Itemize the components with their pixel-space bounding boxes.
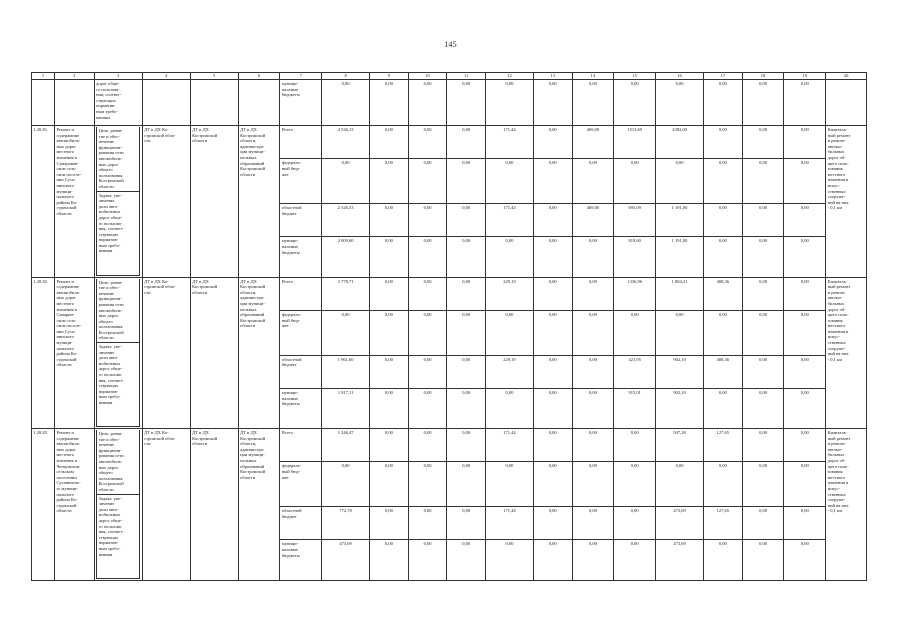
amount-cell: 0,00	[408, 507, 447, 540]
amount-cell: 0,00	[408, 540, 447, 580]
amount-cell: 0,00	[533, 310, 572, 355]
funding-source: областной бюджет	[280, 355, 322, 388]
funding-source: муници- пальные бюджеты	[280, 540, 322, 580]
column-number: 12	[485, 73, 533, 80]
funding-source: муници- пальные бюджеты	[280, 237, 322, 277]
amount-cell: 902,10	[656, 355, 704, 388]
amount-cell: 1 246,47	[322, 429, 370, 462]
amount-cell: 0,00	[614, 310, 656, 355]
program-table	[31, 72, 867, 581]
column-number: 18	[742, 73, 784, 80]
amount-cell: 0,00	[614, 540, 656, 580]
amount-cell: 0,00	[485, 237, 533, 277]
amount-cell: 0,00	[533, 126, 572, 159]
amount-cell: 0,00	[742, 159, 784, 204]
amount-cell: 0,00	[408, 277, 447, 310]
amount-cell: 0,00	[784, 540, 826, 580]
amount-cell: 1513,69	[614, 126, 656, 159]
activity-name: Ремонт и содержание автомобиль- ных дорог местного значения в Санарин- ском сель- ском поселе- нии Суса- нинского муници- пального района Ко- стромской области	[54, 277, 94, 429]
amount-cell: 0,00	[742, 507, 784, 540]
amount-cell: 0,00	[408, 203, 447, 236]
funding-source: Всего	[280, 429, 322, 462]
goal-text: Цель: разви- тие и обес- печение функциони- рования сети автомобиль- ных дорог общего пользования Костромской области	[97, 127, 140, 191]
amount-cell: 695,09	[614, 203, 656, 236]
amount-cell: 1 191,00	[656, 237, 704, 277]
amount-cell: 0,00	[784, 80, 826, 126]
amount-cell: 0,00	[572, 237, 614, 277]
expected-result: Капиталь- ный ремонт и ремонт автомо- бильных дорог об- щего поль- зования местного значения и искус- ственных сооруже- ний на них - 0,1 км	[826, 126, 867, 278]
cell-empty	[54, 80, 94, 126]
amount-cell: 0,00	[408, 355, 447, 388]
column-number: 6	[238, 73, 280, 80]
amount-cell: 0,00	[408, 237, 447, 277]
amount-cell: 171,44	[485, 203, 533, 236]
amount-cell: 0,00	[322, 310, 370, 355]
column-number: 3	[94, 73, 142, 80]
amount-cell: 0,00	[742, 126, 784, 159]
column-number: 8	[322, 73, 370, 80]
amount-cell: 229,19	[485, 277, 533, 310]
amount-cell: 0,00	[408, 126, 447, 159]
amount-cell: 0,00	[447, 80, 486, 126]
amount-cell: 0,00	[742, 203, 784, 236]
amount-cell: 0,00	[370, 237, 409, 277]
amount-cell: 0,00	[572, 80, 614, 126]
amount-cell: 0,00	[784, 159, 826, 204]
amount-cell: 0,00	[704, 310, 743, 355]
amount-cell: 0,00	[533, 237, 572, 277]
amount-cell: 0,00	[784, 203, 826, 236]
amount-cell: 902,10	[656, 388, 704, 428]
amount-cell: 0,00	[656, 159, 704, 204]
customer: ДТ и ДХ Ко- стромской обла- сти	[142, 126, 190, 278]
funding-source: федераль- ный бюд- жет	[280, 462, 322, 507]
amount-cell: 0,00	[533, 507, 572, 540]
amount-cell: 0,00	[370, 203, 409, 236]
column-number: 7	[280, 73, 322, 80]
amount-cell: 127,65	[704, 429, 743, 462]
amount-cell: 0,00	[533, 80, 572, 126]
amount-cell: 0,00	[742, 310, 784, 355]
column-number: 17	[704, 73, 743, 80]
amount-cell: 0,00	[742, 80, 784, 126]
amount-cell: 0,00	[447, 159, 486, 204]
amount-cell: 0,00	[447, 507, 486, 540]
amount-cell: 0,00	[370, 462, 409, 507]
amount-cell: 2 009,60	[322, 237, 370, 277]
column-number: 16	[656, 73, 704, 80]
activity-row	[32, 126, 867, 159]
funding-source: Всего	[280, 277, 322, 310]
amount-cell: 0,00	[742, 462, 784, 507]
amount-cell: 0,00	[572, 355, 614, 388]
amount-cell: 0,00	[322, 462, 370, 507]
amount-cell: 0,00	[447, 429, 486, 462]
cell-empty	[142, 80, 190, 126]
amount-cell: 0,00	[784, 277, 826, 310]
expected-result: Капиталь- ный ремонт и ремонт автомо- бильных дорог об- щего поль- зования местного значения и искус- ственных сооруже- ний на них - 0,1 км	[826, 429, 867, 581]
column-number-row	[32, 73, 867, 80]
amount-cell: 0,00	[614, 429, 656, 462]
amount-cell: 0,00	[533, 203, 572, 236]
amount-cell: 0,00	[322, 159, 370, 204]
amount-cell: 0,00	[784, 355, 826, 388]
amount-cell: 0,00	[408, 159, 447, 204]
amount-cell: 915,01	[614, 388, 656, 428]
column-number: 14	[572, 73, 614, 80]
amount-cell: 0,00	[408, 429, 447, 462]
amount-cell: 0,00	[742, 388, 784, 428]
activity-id: 1.28.82.	[32, 277, 55, 429]
task-text: Задача: уве- личение доли авто- мобильных дорог обще- го пользова- ния, соответ- ствующих норматив- ным требо- ваниям	[97, 494, 140, 578]
amount-cell: 0,00	[447, 388, 486, 428]
column-number: 5	[190, 73, 238, 80]
amount-cell: 1 191,00	[656, 203, 704, 236]
amount-cell: 0,00	[572, 507, 614, 540]
cell-empty	[826, 80, 867, 126]
amount-cell: 0,00	[370, 429, 409, 462]
amount-cell: 0,00	[572, 429, 614, 462]
amount-cell: 0,00	[533, 540, 572, 580]
amount-cell: 0,00	[370, 126, 409, 159]
amount-cell: 1 817,11	[322, 388, 370, 428]
amount-cell: 0,00	[572, 310, 614, 355]
amount-cell: 0,00	[742, 429, 784, 462]
coordinator: ДТ и ДХ Костромской области	[190, 429, 238, 581]
amount-cell: 0,00	[533, 355, 572, 388]
amount-cell: 0,00	[704, 388, 743, 428]
customer: ДТ и ДХ Ко- стромской обла- сти	[142, 429, 190, 581]
task-text: Задача: уве- личение доли авто- мобильных дорог обще- го пользова- ния, соответ- ствующих норматив- ным требо- ваниям	[97, 191, 140, 275]
amount-cell: 0,00	[485, 388, 533, 428]
amount-cell: 408,36	[704, 277, 743, 310]
column-number: 19	[784, 73, 826, 80]
goal-task-cell	[94, 126, 142, 278]
amount-cell: 0,00	[408, 388, 447, 428]
amount-cell: 0,00	[370, 277, 409, 310]
goal-task-cell	[94, 277, 142, 429]
amount-cell: 0,00	[485, 159, 533, 204]
amount-cell: 1 961,60	[322, 355, 370, 388]
amount-cell: 469,00	[572, 126, 614, 159]
funding-source: муници- пальные бюджеты	[280, 80, 322, 126]
column-number: 20	[826, 73, 867, 80]
amount-cell: 0,00	[533, 462, 572, 507]
task-text: Задача: уве- личение доли авто- мобильных дорог обще- го пользова- ния, соответ- ствующих норматив- ным требо- ваниям	[97, 343, 140, 427]
amount-cell: 0,00	[704, 126, 743, 159]
amount-cell: 0,00	[408, 462, 447, 507]
amount-cell: 0,00	[704, 159, 743, 204]
amount-cell: 0,00	[370, 80, 409, 126]
amount-cell: 408,36	[704, 355, 743, 388]
goal-text: Цель: разви- тие и обес- печение функциони- рования сети автомобиль- ных дорог общего пользования Костромской области	[97, 430, 140, 494]
amount-cell: 0,00	[370, 507, 409, 540]
amount-cell: 0,00	[447, 277, 486, 310]
amount-cell: 171,44	[485, 126, 533, 159]
amount-cell: 0,00	[572, 388, 614, 428]
amount-cell: 0,00	[656, 80, 704, 126]
amount-cell: 0,00	[447, 237, 486, 277]
column-number: 4	[142, 73, 190, 80]
amount-cell: 0,00	[704, 237, 743, 277]
amount-cell: 1 804,21	[656, 277, 704, 310]
activity-row	[32, 277, 867, 310]
funding-source: федераль- ный бюд- жет	[280, 310, 322, 355]
amount-cell: 0,00	[784, 237, 826, 277]
amount-cell: 2382,00	[656, 126, 704, 159]
activity-row	[32, 429, 867, 462]
amount-cell: 0,00	[704, 203, 743, 236]
amount-cell: 473,69	[656, 507, 704, 540]
amount-cell: 2 526,53	[322, 203, 370, 236]
goal-text: Цель: разви- тие и обес- печение функциони- рования сети автомобиль- ных дорог общего пользования Костромской области	[97, 279, 140, 343]
funding-source: областной бюджет	[280, 203, 322, 236]
amount-cell: 0,00	[656, 462, 704, 507]
amount-cell: 0,00	[614, 462, 656, 507]
amount-cell: 0,00	[742, 355, 784, 388]
amount-cell: 469,00	[572, 203, 614, 236]
amount-cell: 0,00	[614, 80, 656, 126]
column-number: 9	[370, 73, 409, 80]
goal-task-table	[96, 127, 140, 276]
column-number: 2	[54, 73, 94, 80]
goal-task-table	[96, 430, 140, 579]
funding-source: муници- пальные бюджеты	[280, 388, 322, 428]
task-text: дорог обще- го пользова- ния, соответ- ствующих норматив- ным требо- ваниям	[94, 80, 142, 126]
activity-name: Ремонт и содержание автомобиль- ных дорог местного значения в Сумароков- ском сель- ском поселе- нии Суса- нинского муници- пального района Ко- стромской области	[54, 126, 94, 278]
column-number: 1	[32, 73, 55, 80]
amount-cell: 818,60	[614, 237, 656, 277]
funding-source: Всего	[280, 126, 322, 159]
amount-cell: 0,00	[370, 355, 409, 388]
amount-cell: 0,00	[485, 310, 533, 355]
amount-cell: 0,00	[533, 388, 572, 428]
amount-cell: 0,00	[784, 507, 826, 540]
page-number: 145	[444, 40, 457, 49]
customer: ДТ и ДХ Ко- стромской обла- сти	[142, 277, 190, 429]
amount-cell: 0,00	[784, 388, 826, 428]
cell-empty	[190, 80, 238, 126]
amount-cell: 0,00	[533, 429, 572, 462]
funding-source: федераль- ный бюд- жет	[280, 159, 322, 204]
amount-cell: 0,00	[447, 462, 486, 507]
amount-cell: 0,00	[572, 159, 614, 204]
amount-cell: 0,00	[447, 355, 486, 388]
amount-cell: 473,69	[656, 540, 704, 580]
amount-cell: 772,78	[322, 507, 370, 540]
amount-cell: 0,00	[614, 159, 656, 204]
executor: ДТ и ДХ Костромской области, администра- ции муници- пальных образований Костромской области	[238, 429, 280, 581]
column-number: 10	[408, 73, 447, 80]
column-number: 11	[447, 73, 486, 80]
amount-cell: 0,00	[742, 540, 784, 580]
amount-cell: 3 778,71	[322, 277, 370, 310]
activity-id: 1.28.83.	[32, 429, 55, 581]
amount-cell: 0,00	[485, 540, 533, 580]
amount-cell: 0,00	[370, 159, 409, 204]
amount-cell: 0,00	[572, 277, 614, 310]
cell-empty	[238, 80, 280, 126]
amount-cell: 0,00	[447, 203, 486, 236]
amount-cell: 947,38	[656, 429, 704, 462]
amount-cell: 0,00	[784, 429, 826, 462]
amount-cell: 0,00	[784, 310, 826, 355]
amount-cell: 0,00	[447, 540, 486, 580]
column-number: 15	[614, 73, 656, 80]
executor: ДТ и ДХ Костромской области, администра- ции муници- пальных образований Костромской области	[238, 277, 280, 429]
goal-task-cell	[94, 429, 142, 581]
cell-empty	[32, 80, 55, 126]
amount-cell: 1336,96	[614, 277, 656, 310]
amount-cell: 0,00	[370, 540, 409, 580]
coordinator: ДТ и ДХ Костромской области	[190, 277, 238, 429]
amount-cell: 229,19	[485, 355, 533, 388]
amount-cell: 0,00	[485, 462, 533, 507]
activity-name: Ремонт и содержание автомобиль- ных дорог местного значения в Ченцовском сельском поселении Сусанинско- го муници- пального района Ко- стромской области	[54, 429, 94, 581]
amount-cell: 0,00	[572, 540, 614, 580]
amount-cell: 0,00	[572, 462, 614, 507]
amount-cell: 0,00	[784, 126, 826, 159]
amount-cell: 0,00	[533, 159, 572, 204]
expected-result: Капиталь- ный ремонт и ремонт автомо- бильных дорог об- щего поль- зования местного значения и искус- ственных сооруже- ний на них - 0,1 км	[826, 277, 867, 429]
amount-cell: 0,00	[614, 507, 656, 540]
amount-cell: 0,00	[784, 462, 826, 507]
amount-cell: 0,00	[533, 277, 572, 310]
coordinator: ДТ и ДХ Костромской области	[190, 126, 238, 278]
amount-cell: 0,00	[447, 310, 486, 355]
amount-cell: 0,00	[322, 80, 370, 126]
amount-cell: 0,00	[704, 540, 743, 580]
amount-cell: 171,44	[485, 507, 533, 540]
amount-cell: 127,65	[704, 507, 743, 540]
amount-cell: 0,00	[447, 126, 486, 159]
amount-cell: 0,00	[742, 237, 784, 277]
funding-source: областной бюджет	[280, 507, 322, 540]
amount-cell: 4 536,13	[322, 126, 370, 159]
amount-cell: 171,44	[485, 429, 533, 462]
amount-cell: 0,00	[742, 277, 784, 310]
amount-cell: 0,00	[704, 80, 743, 126]
amount-cell: 0,00	[408, 80, 447, 126]
column-number: 13	[533, 73, 572, 80]
amount-cell: 421,95	[614, 355, 656, 388]
amount-cell: 0,00	[485, 80, 533, 126]
continuation-row	[32, 80, 867, 126]
executor: ДТ и ДХ Костромской области, администра- ции муници- пальных образований Костромской области	[238, 126, 280, 278]
amount-cell: 0,00	[704, 462, 743, 507]
amount-cell: 0,00	[370, 388, 409, 428]
goal-task-table	[96, 279, 140, 428]
amount-cell: 0,00	[370, 310, 409, 355]
activity-id: 1.28.81.	[32, 126, 55, 278]
amount-cell: 0,00	[656, 310, 704, 355]
amount-cell: 0,00	[408, 310, 447, 355]
amount-cell: 473,69	[322, 540, 370, 580]
